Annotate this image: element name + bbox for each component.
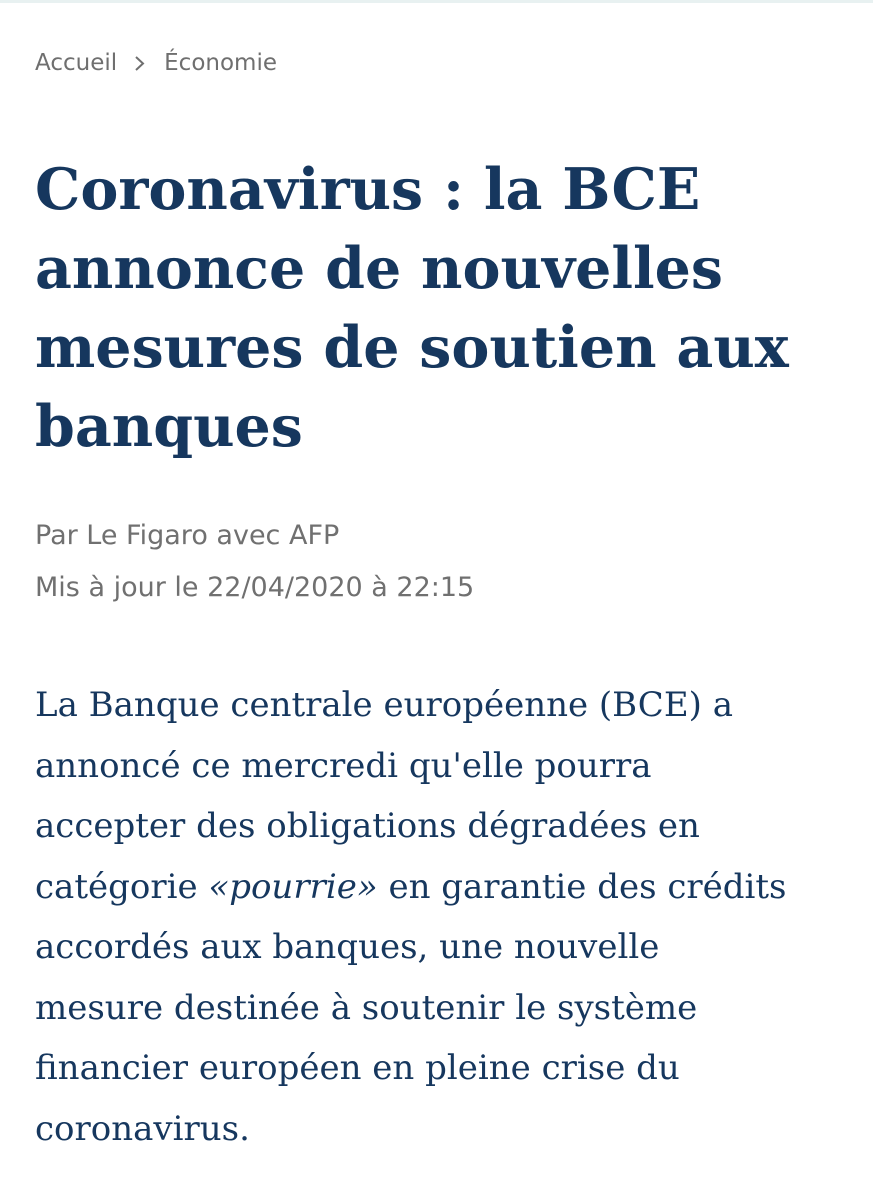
title-line: annonce de nouvelles (35, 235, 724, 302)
breadcrumb-section-link[interactable]: Économie (164, 50, 277, 76)
quoted-term: «pourrie» (208, 866, 378, 907)
top-divider (0, 0, 873, 3)
article-title (35, 150, 835, 466)
updated-timestamp: Mis à jour le 22/04/2020 à 22:15 (35, 572, 475, 603)
title-line: banques (35, 393, 303, 460)
paragraph-line: coronavirus. (35, 1108, 250, 1149)
paragraph-line: accordés aux banques, une nouvelle (35, 927, 660, 967)
breadcrumb (35, 50, 277, 76)
title-line: Coronavirus : la BCE (35, 156, 701, 223)
paragraph-line: annoncé ce mercredi qu'elle pourra (35, 745, 652, 786)
paragraph-line: La Banque centrale européenne (BCE) a (35, 685, 733, 725)
breadcrumb-home-link[interactable]: Accueil (35, 50, 118, 76)
title-line: mesures de soutien aux (35, 314, 789, 381)
paragraph-line: mesure destinée à soutenir le système (35, 987, 698, 1028)
text-fragment: catégorie (35, 866, 209, 907)
paragraph-line: financier européen en pleine crise du (35, 1048, 680, 1088)
paragraph-line (35, 857, 845, 918)
byline: Par Le Figaro avec AFP (35, 520, 340, 551)
article-lead-paragraph (35, 675, 845, 1159)
chevron-right-icon (127, 53, 153, 73)
article-meta (35, 510, 474, 614)
text-fragment: en garantie des crédits (377, 866, 787, 907)
paragraph-line: accepter des obligations dégradées en (35, 806, 700, 846)
